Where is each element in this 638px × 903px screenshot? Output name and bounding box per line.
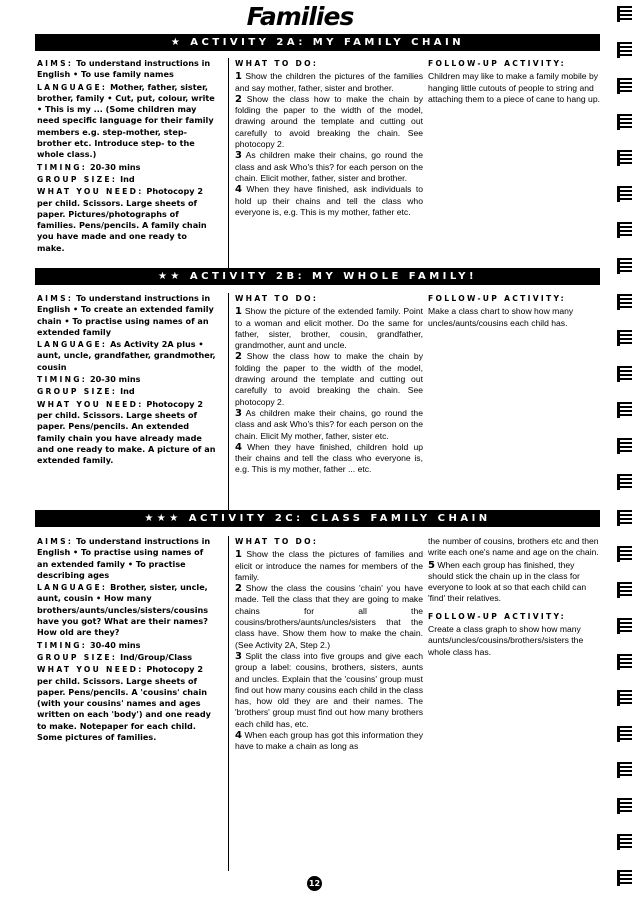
follow-up-heading: FOLLOW-UP ACTIVITY: xyxy=(428,611,566,621)
activity-2c-aims-column: AIMS: To understand instructions in English • To practise using names of an extended family • To practise describing ages LANGUAGE: Brother, sister, uncle, aunt, cousin • How many brothers/aunts/uncles/sisters/cousins have you got? What are their names? How old are they? TIMING: 30-40 mins GROUP SIZE: Ind/Group/Class WHAT YOU NEED: Photocopy 2 per child. Scissors. Large sheets of paper. Pens/pencils. A 'cousins' chain (with your cousins' names and ages written on each 'body') and one ready to make. Notepaper for each child. Some pictures of families. xyxy=(37,536,211,743)
edge-mark xyxy=(617,582,632,598)
what-to-do-heading: WHAT TO DO: xyxy=(235,59,319,68)
page-edge-decoration xyxy=(614,0,632,903)
edge-mark xyxy=(617,870,632,886)
activity-2b-aims-column: AIMS: To understand instructions in English • To create an extended family chain • To practise using names of an extended family LANGUAGE: As Activity 2A plus • aunt, uncle, grandfather, grandmother, cousin TIMING: 20-30 mins GROUP SIZE: Ind WHAT YOU NEED: Photocopy 2 per child. Scissors. Large sheets of paper. Pens/pencils. An extended family chain you have already made and one ready to make. A picture of an extended family. xyxy=(37,293,216,466)
edge-mark xyxy=(617,150,632,166)
follow-up-heading: FOLLOW-UP ACTIVITY: xyxy=(428,59,566,68)
activity-2c-what-to-do: WHAT TO DO: 1 Show the class the pictures of families and elicit or introduce the names for members of the family. 2 Show the class the cousins 'chain' you have made. Tell the class that they are going to make chains for all the cousins/brothers/aunts/uncles/sisters that the class have. Show them how to make the chain. (See Activity 2A, Step 2.) 3 Split the class into five groups and give each group a label: cousins, brothers, sisters, aunts and uncles. Explain that the 'cousins' group must find out how many cousins each child in the class has, how old they are and their names. The 'brothers' group must find out how many brothers each child has, etc. 4 When each group has got this information they have to make a chain as long as xyxy=(228,536,423,871)
edge-mark xyxy=(617,114,632,130)
edge-mark xyxy=(617,42,632,58)
edge-mark xyxy=(617,834,632,850)
edge-mark xyxy=(617,618,632,634)
activity-2a-aims-column: AIMS: To understand instructions in English • To use family names LANGUAGE: Mother, father, sister, brother, family • Cut, put, colour, write • This is my ... (Some children may need specific language for their family members e.g. step-mother, step-brother etc. Introduce step- to the whole class.) TIMING: 20-30 mins GROUP SIZE: Ind WHAT YOU NEED: Photocopy 2 per child. Scissors. Large sheets of paper. Pictures/photographs of families. Pens/pencils. A family chain you have made and one ready to make. xyxy=(37,58,215,253)
activity-2b-banner: ★★ ACTIVITY 2B: MY WHOLE FAMILY! xyxy=(35,268,600,285)
edge-mark xyxy=(617,726,632,742)
edge-mark xyxy=(617,366,632,382)
timing-label: TIMING: xyxy=(37,162,88,172)
group-size-label: GROUP SIZE: xyxy=(37,174,118,184)
page-number: 12 xyxy=(307,876,322,891)
edge-mark xyxy=(617,654,632,670)
activity-2a-follow-up: FOLLOW-UP ACTIVITY: Children may like to make a family mobile by hanging little cutouts of people to string and attaching them to a piece of cane to hang up. xyxy=(428,59,600,104)
page-title: Families xyxy=(246,2,354,31)
edge-mark xyxy=(617,690,632,706)
edge-mark xyxy=(617,762,632,778)
edge-mark xyxy=(617,402,632,418)
edge-mark xyxy=(617,258,632,274)
language-label: LANGUAGE: xyxy=(37,82,108,92)
edge-mark xyxy=(617,546,632,562)
edge-mark xyxy=(617,330,632,346)
edge-mark xyxy=(617,6,632,22)
activity-2b-follow-up: FOLLOW-UP ACTIVITY: Make a class chart to show how many uncles/aunts/cousins each child has. xyxy=(428,294,574,328)
edge-mark xyxy=(617,222,632,238)
edge-mark xyxy=(617,186,632,202)
activity-2a-what-to-do: WHAT TO DO: 1 Show the children the pictures of the families and say mother, father, sister and brother. 2 Show the class how to make the chain by folding the paper to the width of the model, drawing around the template and cutting out carefully to avoid breaking the chain. See photocopy 2. 3 As children make their chains, go round the class and ask Who's this? for each person on the chain. Elicit mother, father, sister and brother. 4 When they have finished, ask individuals to hold up their chains and tell the class who everyone is, e.g. This is my mother, father etc. xyxy=(228,58,423,268)
aims-label: AIMS: xyxy=(37,59,74,68)
activity-2c-banner: ★★★ ACTIVITY 2C: CLASS FAMILY CHAIN xyxy=(35,510,600,527)
edge-mark xyxy=(617,438,632,454)
activity-2a-banner: ★ ACTIVITY 2A: MY FAMILY CHAIN xyxy=(35,34,600,51)
what-you-need-label: WHAT YOU NEED: xyxy=(37,187,144,197)
edge-mark xyxy=(617,798,632,814)
edge-mark xyxy=(617,510,632,526)
activity-2c-continued: the number of cousins, brothers etc and then write each one's name and age on the chain. 5 When each group has finished, they should stick the chain up in the class for everyone to look at so that each child can 'find' their relatives. FOLLOW-UP ACTIVITY: Create a class graph to show how many aunts/uncles/cousins/brothers/sisters the whole class has. xyxy=(428,536,602,736)
activity-2b-what-to-do: WHAT TO DO: 1 Show the picture of the extended family. Point to a woman and elicit mother. Do the same for father, sister, brother, cousin, grandfather, grandmother, aunt and uncle. 2 Show the class how to make the chain by folding the paper to the width of the model, drawing around the template and cutting out carefully to avoid breaking the chain. See photocopy 2. 3 As children make their chains, go round the class and ask Who's this? for each person on the chain. Elicit My mother, father, sister etc. 4 When they have finished, children hold up their chains and tell the class who everyone is, e.g. This is my mother, father ... etc. xyxy=(228,293,423,513)
edge-mark xyxy=(617,294,632,310)
edge-mark xyxy=(617,474,632,490)
edge-mark xyxy=(617,78,632,94)
